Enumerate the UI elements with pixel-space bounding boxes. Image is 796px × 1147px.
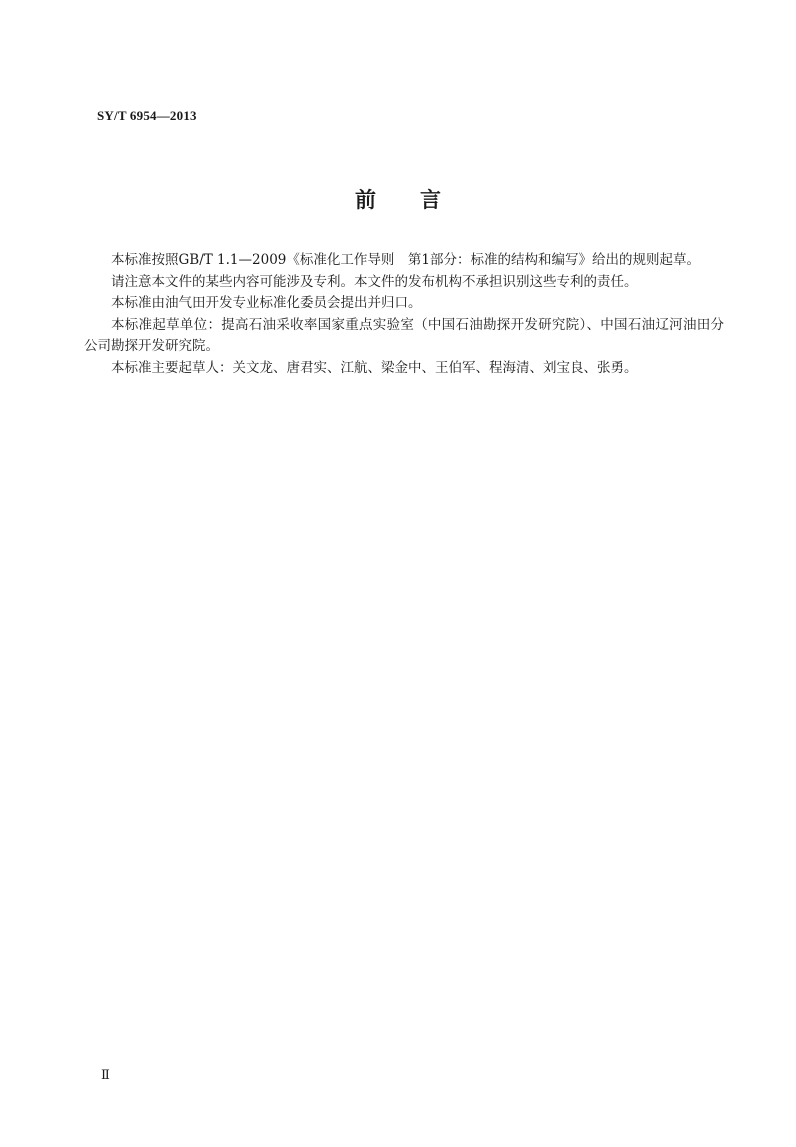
paragraph-drafting-rules: 本标准按照GB/T 1.1—2009《标准化工作导则 第1部分：标准的结构和编写》给出的规则起草。 (111, 252, 700, 268)
paragraph-proposer: 本标准由油气田开发专业标准化委员会提出并归口。 (111, 295, 422, 311)
page-number: Ⅱ (101, 1067, 110, 1082)
page-title (0, 184, 796, 214)
title-char-2: 言 (420, 188, 441, 212)
paragraph-patent-notice: 请注意本文件的某些内容可能涉及专利。本文件的发布机构不承担识别这些专利的责任。 (111, 273, 638, 290)
foreword-body (84, 250, 724, 379)
paragraph-drafters: 本标准主要起草人：关文龙、唐君实、江航、梁金中、王伯军、程海清、刘宝良、张勇。 (111, 359, 638, 376)
paragraph-drafting-units: 本标准起草单位：提高石油采收率国家重点实验室（中国石油勘探开发研究院）、中国石油辽河油田分公司勘探开发研究院。 (84, 316, 724, 354)
standard-code: SY/T 6954—2013 (97, 108, 197, 123)
title-char-1: 前 (355, 188, 376, 212)
